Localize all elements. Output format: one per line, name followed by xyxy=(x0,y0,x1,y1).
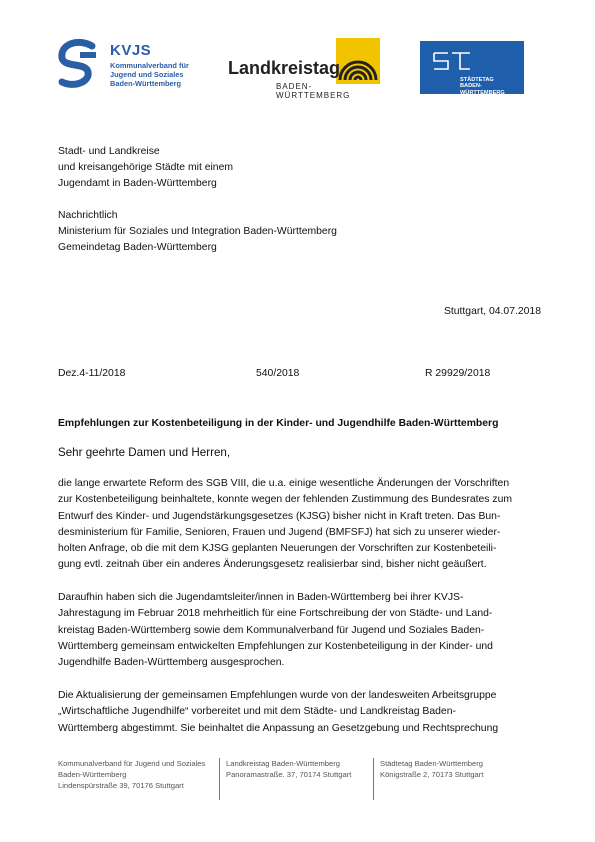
recipient-line: Jugendamt in Baden-Württemberg xyxy=(58,178,217,189)
paragraph-line: holten Anfrage, ob die mit dem KJSG geplanten Neuerungen der Vorschriften zur Kostenbeteili- xyxy=(58,543,497,555)
paragraph-3 xyxy=(58,688,548,737)
footer-line: Panoramastraße. 37, 70174 Stuttgart xyxy=(226,769,352,779)
cc-line: Ministerium für Soziales und Integration Baden-Württemberg xyxy=(58,226,337,237)
landkreistag-name: Landkreistag xyxy=(228,58,341,78)
kvjs-line-1: Kommunalverband für xyxy=(110,61,189,70)
paragraph-line: desministerium für Familie, Senioren, Frauen und Jugend (BMFSFJ) hat sich zu unserer wieder- xyxy=(58,526,501,538)
st-emblem-icon xyxy=(432,49,472,73)
reference-kvjs: Dez.4-11/2018 xyxy=(58,368,126,379)
paragraph-line: die lange erwartete Reform des SGB VIII, die u.a. einige wesentliche Änderungen der Vorschriften xyxy=(58,478,510,489)
staedtetag-logo xyxy=(420,41,524,94)
kvjs-abbr: KVJS xyxy=(110,42,152,59)
footer-line: Lindenspürstraße 39, 70176 Stuttgart xyxy=(58,780,184,790)
paragraph-line: Jahrestagung im Februar 2018 mehrheitlich für eine Fortschreibung der von Städte- und Land- xyxy=(58,608,493,620)
kvjs-line-2: Jugend und Soziales xyxy=(110,70,184,79)
reference-landkreistag: 540/2018 xyxy=(256,368,300,379)
paragraph-line: gung evtl. zeitnah über ein anderes Änderungsgesetz realisierbar sind, bisher nicht geäußert. xyxy=(58,559,487,571)
paragraph-line: Württemberg gemeinsam entwickelten Empfehlungen zur Kostenbeteiligung in der Kinder- und xyxy=(58,640,493,652)
staedtetag-line-1: STÄDTETAG xyxy=(460,77,494,83)
staedtetag-line-2: BADEN-WÜRTTEMBERG xyxy=(460,83,505,96)
footer-kvjs xyxy=(58,759,205,791)
paragraph-line: Württemberg abgestimmt. Sie beinhaltet die Anpassung an Gesetzgebung und Rechtsprechung xyxy=(58,722,499,734)
salutation: Sehr geehrte Damen und Herren, xyxy=(58,446,231,459)
cc-line: Nachrichtlich xyxy=(58,210,118,221)
paragraph-line: „Wirtschaftliche Jugendhilfe“ vorbereitet und mit dem Städte- und Landkreistag Baden- xyxy=(58,706,456,718)
landkreistag-sub: BADEN-WÜRTTEMBERG xyxy=(276,82,351,100)
kvjs-emblem-icon xyxy=(56,38,102,90)
cc-line: Gemeindetag Baden-Württemberg xyxy=(58,242,217,253)
landkreistag-logo xyxy=(226,38,381,100)
footer-line: Kommunalverband für Jugend und Soziales xyxy=(58,759,206,768)
footer-line: Landkreistag Baden-Württemberg xyxy=(226,759,340,768)
paragraph-line: kreistag Baden-Württemberg sowie dem Kommunalverband für Jugend und Soziales Baden- xyxy=(58,624,485,636)
kvjs-logo xyxy=(56,38,206,90)
footer-divider xyxy=(219,758,220,800)
footer-divider xyxy=(373,758,374,800)
footer-landkreistag xyxy=(226,759,351,781)
paragraph-line: Jugendhilfe Baden-Württemberg ausgesprochen. xyxy=(58,657,285,669)
reference-staedtetag: R 29929/2018 xyxy=(425,368,491,379)
paragraph-line: Daraufhin haben sich die Jugendamtsleiter/innen in Baden-Württemberg bei ihrer KVJS- xyxy=(58,592,464,603)
footer-staedtetag xyxy=(380,759,483,781)
place-date: Stuttgart, 04.07.2018 xyxy=(443,306,541,317)
footer-line: Städtetag Baden-Württemberg xyxy=(380,759,483,768)
paragraph-line: Die Aktualisierung der gemeinsamen Empfehlungen wurde von der landesweiten Arbeitsgruppe xyxy=(58,690,497,701)
recipient-line: Stadt- und Landkreise xyxy=(58,146,160,157)
subject-line: Empfehlungen zur Kostenbeteiligung in der Kinder- und Jugendhilfe Baden-Württemberg xyxy=(58,418,499,429)
paragraph-2 xyxy=(58,590,548,671)
footer-line: Baden-Württemberg xyxy=(58,769,127,779)
sun-emblem-icon xyxy=(336,38,380,84)
footer-line: Königstraße 2, 70173 Stuttgart xyxy=(380,769,484,779)
recipient-line: und kreisangehörige Städte mit einem xyxy=(58,162,234,173)
paragraph-line: zur Kostenbeteiligung beinhaltete, konnte wegen der fehlenden Zustimmung des Bundesrates zum xyxy=(58,494,513,506)
paragraph-1 xyxy=(58,476,548,574)
paragraph-line: Entwurf des Kinder- und Jugendstärkungsgesetzes (KJSG) bisher nicht in Kraft treten. Das Bun- xyxy=(58,510,501,522)
kvjs-line-3: Baden-Württemberg xyxy=(110,79,182,88)
